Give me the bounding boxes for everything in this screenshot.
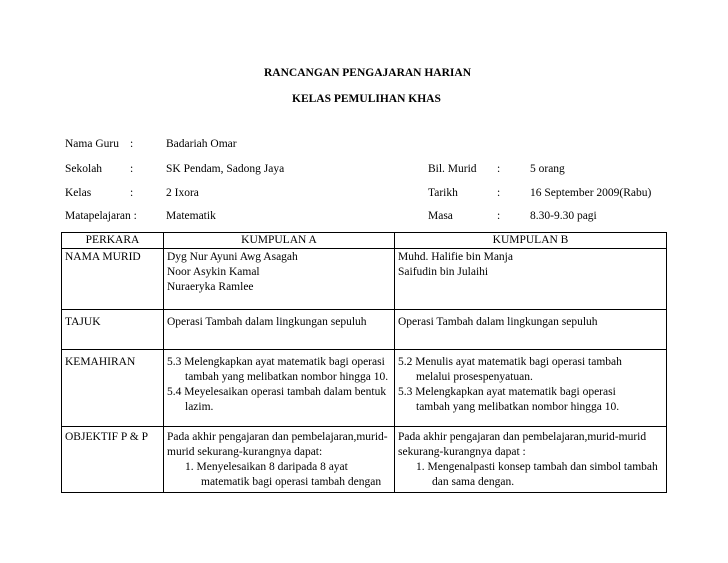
group-b-topic: Operasi Tambah dalam lingkungan sepuluh — [395, 310, 667, 350]
row-label-nama-murid: NAMA MURID — [62, 249, 164, 310]
lesson-plan-table — [61, 232, 667, 493]
skill-line: 5.3 Melengkapkan ayat matematik bagi operasi — [398, 386, 616, 398]
skill-line: 5.3 Melengkapkan ayat matematik bagi operasi — [167, 356, 385, 368]
objective-line: dan sama dengan. — [432, 476, 515, 488]
time-colon: : — [497, 210, 501, 222]
class-value: 2 Ixora — [166, 187, 199, 199]
subject-value: Matematik — [166, 210, 216, 222]
teacher-label: Nama Guru — [65, 138, 119, 150]
time-value: 8.30-9.30 pagi — [530, 210, 597, 222]
skill-line: lazim. — [185, 401, 214, 413]
class-label: Kelas — [65, 187, 92, 199]
date-value: 16 September 2009(Rabu) — [530, 187, 652, 199]
objective-line: sekurang-kurangnya dapat : — [398, 446, 526, 458]
pupil-count-label: Bil. Murid — [428, 163, 477, 175]
group-a-students — [164, 249, 395, 310]
group-a-topic: Operasi Tambah dalam lingkungan sepuluh — [164, 310, 395, 350]
school-label: Sekolah — [65, 163, 103, 175]
table-header-row — [62, 233, 667, 249]
pupil-count-value: 5 orang — [530, 163, 565, 175]
teacher-colon: : — [130, 138, 134, 150]
document-subtitle: KELAS PEMULIHAN KHAS — [292, 93, 441, 105]
row-label-tajuk: TAJUK — [62, 310, 164, 350]
objective-line: murid sekurang-kurangnya dapat: — [167, 446, 323, 458]
skill-line: tambah yang melibatkan nombor hingga 10. — [185, 371, 389, 383]
skill-line: tambah yang melibatkan nombor hingga 10. — [416, 401, 620, 413]
row-label-objektif: OBJEKTIF P & P — [62, 427, 164, 493]
student-name: Nuraeryka Ramlee — [167, 281, 254, 293]
student-name: Noor Asykin Kamal — [167, 266, 260, 278]
table-row — [62, 350, 667, 427]
table-row — [62, 249, 667, 310]
student-name: Muhd. Halifie bin Manja — [398, 251, 513, 263]
skill-line: 5.4 Meyelesaikan operasi tambah dalam bentuk — [167, 386, 387, 398]
time-label: Masa — [428, 210, 453, 222]
pupil-count-colon: : — [497, 163, 501, 175]
school-colon: : — [130, 163, 134, 175]
student-name: Saifudin bin Julaihi — [398, 266, 489, 278]
group-a-objectives — [164, 427, 395, 493]
group-b-students — [395, 249, 667, 310]
group-a-skills — [164, 350, 395, 427]
student-name: Dyg Nur Ayuni Awg Asagah — [167, 251, 298, 263]
subject-label: Matapelajaran : — [65, 210, 137, 222]
document-title: RANCANGAN PENGAJARAN HARIAN — [264, 67, 471, 79]
date-colon: : — [497, 187, 501, 199]
table-row — [62, 310, 667, 350]
header-perkara: PERKARA — [62, 233, 164, 249]
header-kumpulan-a: KUMPULAN A — [164, 233, 395, 249]
objective-line: Pada akhir pengajaran dan pembelajaran,murid-murid — [398, 431, 647, 443]
skill-line: melalui prosespenyatuan. — [416, 371, 533, 383]
objective-line: 1. Menyelesaikan 8 daripada 8 ayat — [185, 461, 348, 473]
objective-line: matematik bagi operasi tambah dengan — [201, 476, 382, 488]
skill-line: 5.2 Menulis ayat matematik bagi operasi tambah — [398, 356, 622, 368]
teacher-value: Badariah Omar — [166, 138, 237, 150]
table-row — [62, 427, 667, 493]
date-label: Tarikh — [428, 187, 458, 199]
group-b-skills — [395, 350, 667, 427]
group-b-objectives — [395, 427, 667, 493]
objective-line: 1. Mengenalpasti konsep tambah dan simbol tambah — [416, 461, 658, 473]
objective-line: Pada akhir pengajaran dan pembelajaran,murid- — [167, 431, 388, 443]
header-kumpulan-b: KUMPULAN B — [395, 233, 667, 249]
school-value: SK Pendam, Sadong Jaya — [166, 163, 285, 175]
class-colon: : — [130, 187, 134, 199]
row-label-kemahiran: KEMAHIRAN — [62, 350, 164, 427]
